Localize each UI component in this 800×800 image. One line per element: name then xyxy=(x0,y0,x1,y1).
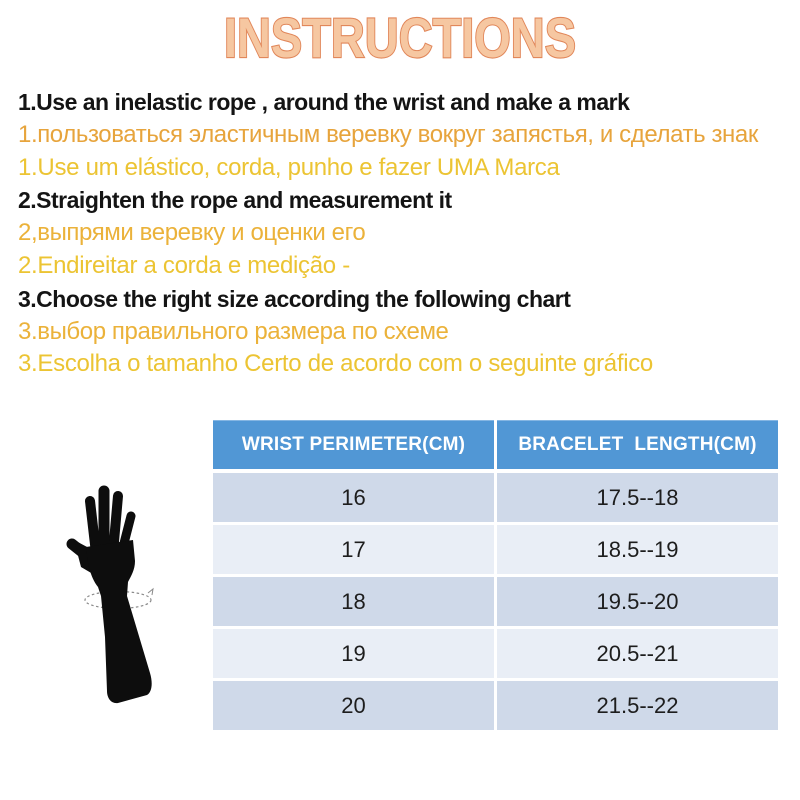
instruction-step1-pt: 1.Use um elástico, corda, punho e fazer UMA Marca xyxy=(18,153,560,181)
size-chart-header-row xyxy=(213,420,778,469)
hand-wrist-measure-svg xyxy=(53,477,167,711)
instruction-list xyxy=(18,86,796,381)
header-bracelet-length: BRACELET LENGTH(CM) xyxy=(497,420,778,469)
page-title: INSTRUCTIONS xyxy=(224,6,576,69)
wrist-value: 17 xyxy=(213,525,494,574)
header-wrist-perimeter: WRIST PERIMETER(CM) xyxy=(213,420,494,469)
hand-silhouette-icon xyxy=(53,477,167,711)
instruction-step1-ru: 1.пользоваться эластичным веревку вокруг запястья, и сделать знак xyxy=(18,120,758,148)
instruction-step1-en: 1.Use an inelastic rope , around the wrist and make a mark xyxy=(18,89,630,115)
page-title-banner xyxy=(0,0,800,78)
length-value: 18.5--19 xyxy=(497,525,778,574)
length-value: 19.5--20 xyxy=(497,577,778,626)
instruction-step2-pt: 2.Endireitar a corda e medição - xyxy=(18,251,350,279)
instruction-step3-en: 3.Choose the right size according the following chart xyxy=(18,285,571,312)
measure-arrow-icon xyxy=(148,589,153,595)
table-row xyxy=(213,473,778,522)
size-chart-body xyxy=(213,473,778,730)
wrist-value: 20 xyxy=(213,681,494,730)
table-row xyxy=(213,577,778,626)
wrist-value: 19 xyxy=(213,629,494,678)
table-row xyxy=(213,525,778,574)
table-row xyxy=(213,681,778,730)
length-value: 20.5--21 xyxy=(497,629,778,678)
instruction-step3-pt: 3.Escolha o tamanho Certo de acordo com o seguinte gráfico xyxy=(18,350,653,378)
palm-and-forearm xyxy=(86,540,152,703)
size-chart-table xyxy=(213,420,778,733)
instruction-step2-en: 2.Straighten the rope and measurement it xyxy=(18,187,452,214)
length-value: 21.5--22 xyxy=(497,681,778,730)
length-value: 17.5--18 xyxy=(497,473,778,522)
wrist-value: 18 xyxy=(213,577,494,626)
wrist-value: 16 xyxy=(213,473,494,522)
table-row xyxy=(213,629,778,678)
instruction-step2-ru: 2,выпрями веревку и оценки его xyxy=(18,219,366,247)
instruction-step3-ru: 3.выбор правильного размера по схеме xyxy=(18,317,449,345)
title-svg xyxy=(0,0,800,78)
